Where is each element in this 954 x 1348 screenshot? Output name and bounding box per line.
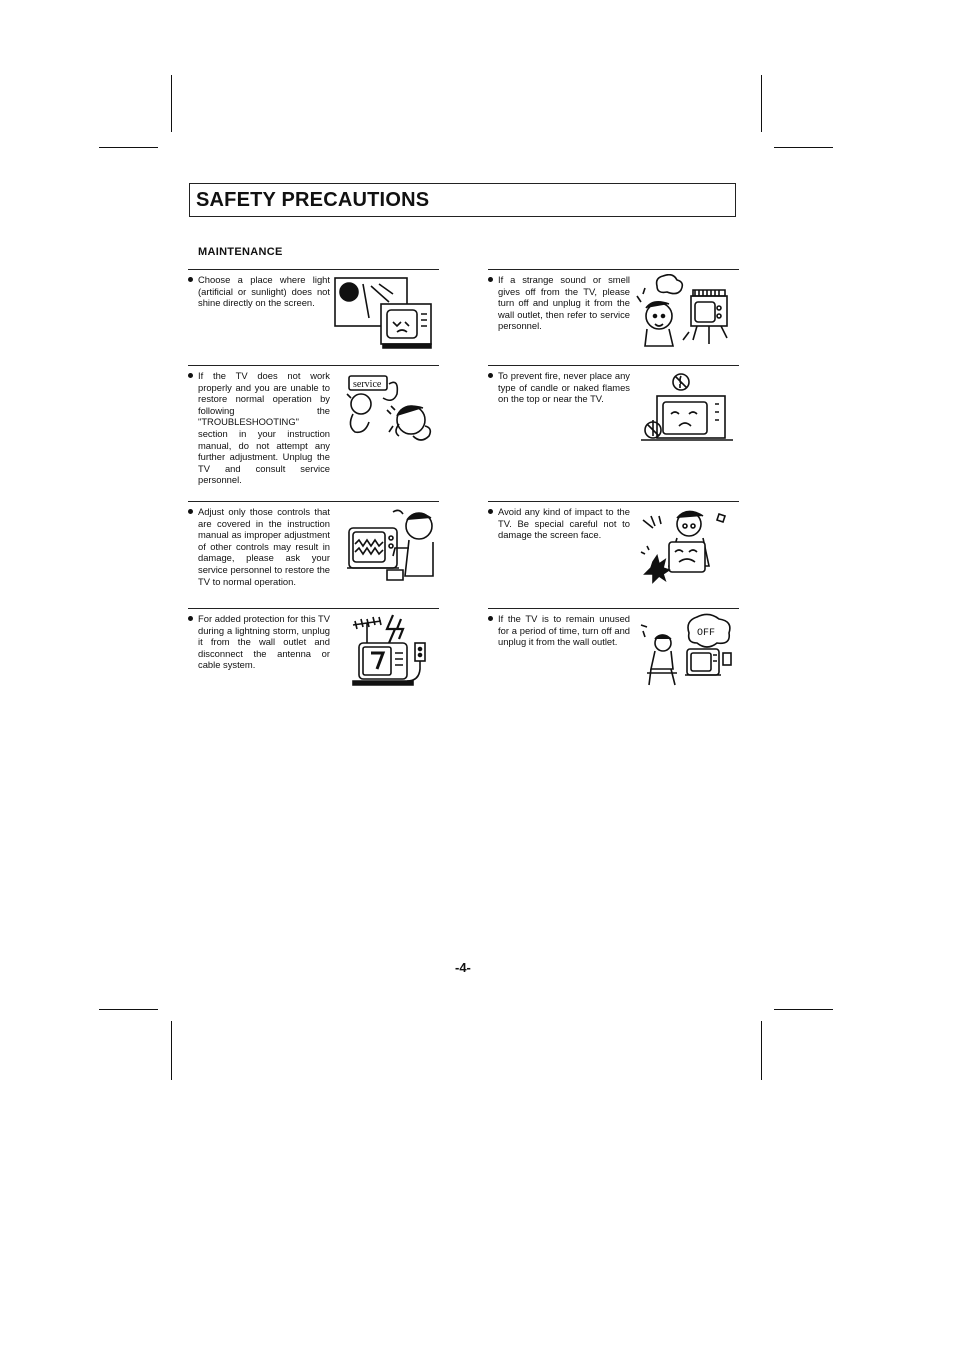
- title-box: [189, 183, 736, 217]
- lightning-storm-illustration: [333, 613, 437, 693]
- precaution-text: If the TV is to remain unused for a period of time, turn off and unplug it from the wall outlet.: [498, 613, 630, 648]
- bullet-icon: [488, 277, 493, 282]
- precaution-text: Adjust only those controls that are covered in the instruction manual as improper adjustment of other controls may result in damage, please ask your service personnel to restore the TV to normal operation.: [198, 506, 330, 587]
- service-label: service: [353, 379, 382, 390]
- tv-strange-smell-illustration: [633, 274, 737, 354]
- page-number: -4-: [455, 960, 471, 975]
- precaution-item: [488, 365, 739, 492]
- precaution-text: If the TV does not work properly and you are unable to restore normal operation by following the "TROUBLESHOOTING" section in your instruction manual, do not attempt any further adjustment. Unplug the TV and consult service personnel.: [198, 370, 330, 486]
- tv-sunlight-illustration: [333, 274, 437, 354]
- precaution-text: Choose a place where light (artificial or sunlight) does not shine directly on the screen.: [198, 274, 330, 309]
- tv-off-illustration: [633, 613, 737, 693]
- crop-mark: [761, 1021, 762, 1080]
- precaution-text: For added protection for this TV during a lightning storm, unplug it from the wall outlet and disconnect the antenna or cable system.: [198, 613, 330, 671]
- service-call-illustration: [333, 370, 437, 450]
- precaution-text: To prevent fire, never place any type of candle or naked flames on the top or near the TV.: [498, 370, 630, 405]
- crop-mark: [774, 1009, 833, 1010]
- precaution-item: [188, 608, 439, 699]
- precaution-item: [188, 269, 439, 360]
- crop-mark: [171, 75, 172, 132]
- bullet-icon: [488, 373, 493, 378]
- page-title: SAFETY PRECAUTIONS: [196, 189, 430, 211]
- bullet-icon: [188, 616, 193, 621]
- no-candle-illustration: [633, 370, 737, 450]
- crop-mark: [774, 147, 833, 148]
- section-heading: MAINTENANCE: [198, 246, 283, 258]
- bullet-icon: [188, 509, 193, 514]
- bullet-icon: [188, 373, 193, 378]
- bullet-icon: [488, 616, 493, 621]
- bullet-icon: [188, 277, 193, 282]
- precaution-item: [488, 269, 739, 360]
- precaution-item: [488, 608, 739, 699]
- precaution-item: [488, 501, 739, 602]
- tv-impact-illustration: [633, 506, 737, 586]
- precaution-text: Avoid any kind of impact to the TV. Be special careful not to damage the screen face.: [498, 506, 630, 541]
- precaution-item: [188, 501, 439, 602]
- bullet-icon: [488, 509, 493, 514]
- crop-mark: [171, 1021, 172, 1080]
- crop-mark: [99, 147, 158, 148]
- off-label: OFF: [697, 628, 716, 639]
- precaution-text: If a strange sound or smell gives off from the TV, please turn off and unplug it from the wall outlet, then refer to service personnel.: [498, 274, 630, 332]
- improper-adjustment-illustration: [333, 506, 437, 586]
- crop-mark: [761, 75, 762, 132]
- crop-mark: [99, 1009, 158, 1010]
- precaution-item: [188, 365, 439, 492]
